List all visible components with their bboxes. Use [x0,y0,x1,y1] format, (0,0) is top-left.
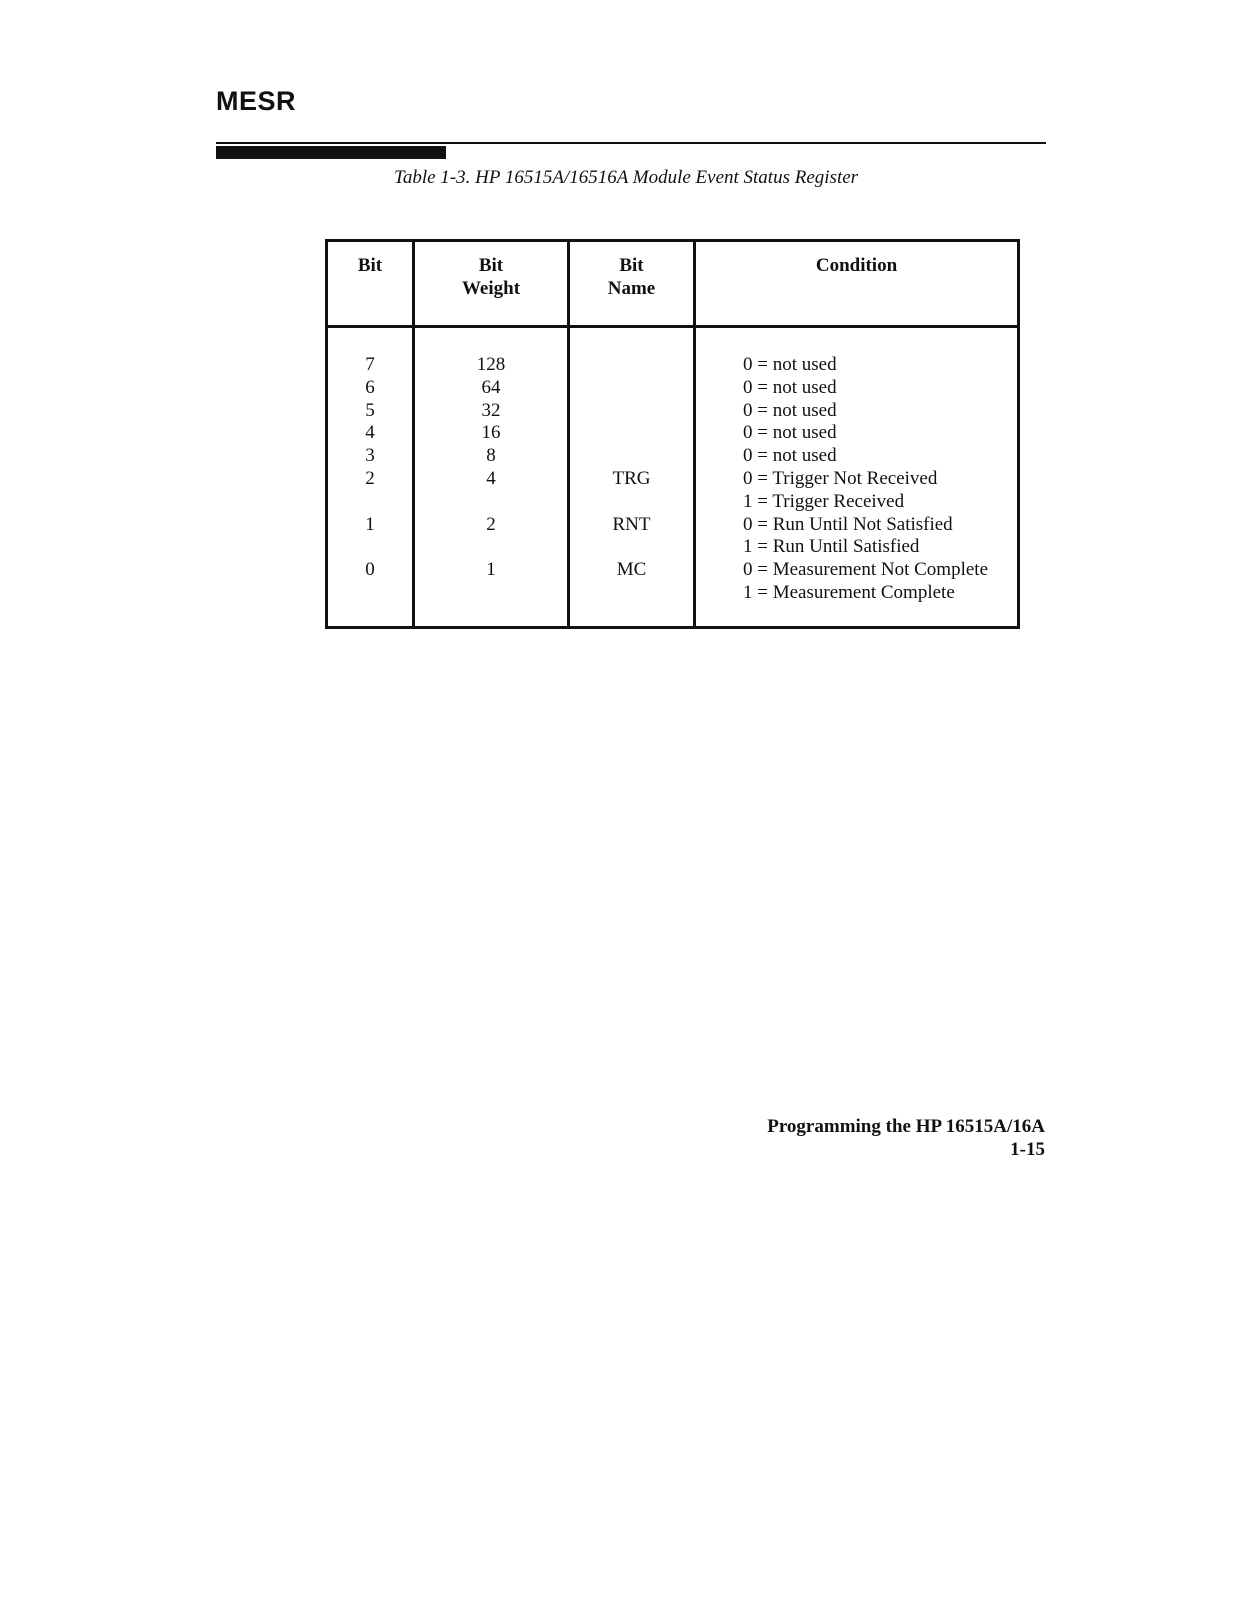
name-cell [571,536,692,559]
name-cell: MC [616,559,647,581]
weight-cell [416,582,566,605]
bit-cell [329,582,411,605]
condition-cell: 1 = Trigger Received [743,490,905,512]
name-cell: TRG [612,467,651,489]
header-name-line1: Bit [619,255,644,276]
condition-cell: 1 = Measurement Complete [743,581,955,603]
table-header-row [327,241,1019,327]
bit-cell: 5 [365,399,375,421]
header-rule [216,142,1046,144]
condition-cell: 1 = Run Until Satisfied [743,536,920,558]
weight-cell: 128 [476,354,506,375]
header-condition-label: Condition [815,255,898,276]
name-cell: RNT [612,513,651,535]
weight-cell [416,491,566,514]
condition-cell: 0 = not used [743,354,837,375]
weight-cell: 4 [486,467,496,489]
header-condition [695,241,1019,327]
header-name-line2: Name [607,277,656,299]
section-title: MESR [216,86,297,116]
condition-cell: 0 = Trigger Not Received [743,467,938,489]
weight-cell: 32 [481,399,501,421]
condition-cell: 0 = not used [743,445,837,467]
name-cell [571,582,692,605]
weight-cell: 2 [486,513,496,535]
name-cell [571,377,692,400]
weight-cell: 64 [481,376,501,398]
bit-cell: 6 [365,376,375,398]
bit-cell: 1 [365,513,375,535]
name-cell [571,491,692,514]
bit-cell: 7 [365,354,375,375]
weight-column [414,327,569,628]
condition-cell: 0 = not used [743,376,837,398]
header-bit [327,241,414,327]
header-bit-name [569,241,695,327]
footer-title: Programming the HP 16515A/16A [767,1116,1045,1137]
condition-cell: 0 = not used [743,422,837,444]
bit-cell: 0 [365,559,375,581]
table-caption: Table 1-3. HP 16515A/16516A Module Event Status Register [394,167,859,188]
header-rule-bar [216,146,446,159]
weight-cell [416,536,566,559]
bit-cell: 4 [365,422,375,444]
name-cell [571,445,692,468]
header-bit-label: Bit [357,255,383,276]
condition-cell: 0 = Measurement Not Complete [743,559,988,581]
name-column [569,327,695,628]
table-body-row [327,327,1019,628]
bit-column [327,327,414,628]
header-weight-line2: Weight [461,277,521,299]
bit-cell [329,536,411,559]
register-table [325,239,1020,629]
bit-cell [329,491,411,514]
weight-cell: 16 [481,422,501,444]
page-number: 1-15 [1010,1139,1045,1160]
name-cell [571,400,692,423]
weight-cell: 8 [486,445,496,467]
condition-column [695,327,1019,628]
header-bit-weight [414,241,569,327]
bit-cell: 2 [365,467,375,489]
header-weight-line1: Bit [478,255,504,276]
condition-cell: 0 = not used [743,399,837,421]
weight-cell: 1 [486,559,496,581]
name-cell [571,422,692,445]
name-cell [571,354,692,377]
condition-cell: 0 = Run Until Not Satisfied [743,513,953,535]
bit-cell: 3 [365,445,375,467]
